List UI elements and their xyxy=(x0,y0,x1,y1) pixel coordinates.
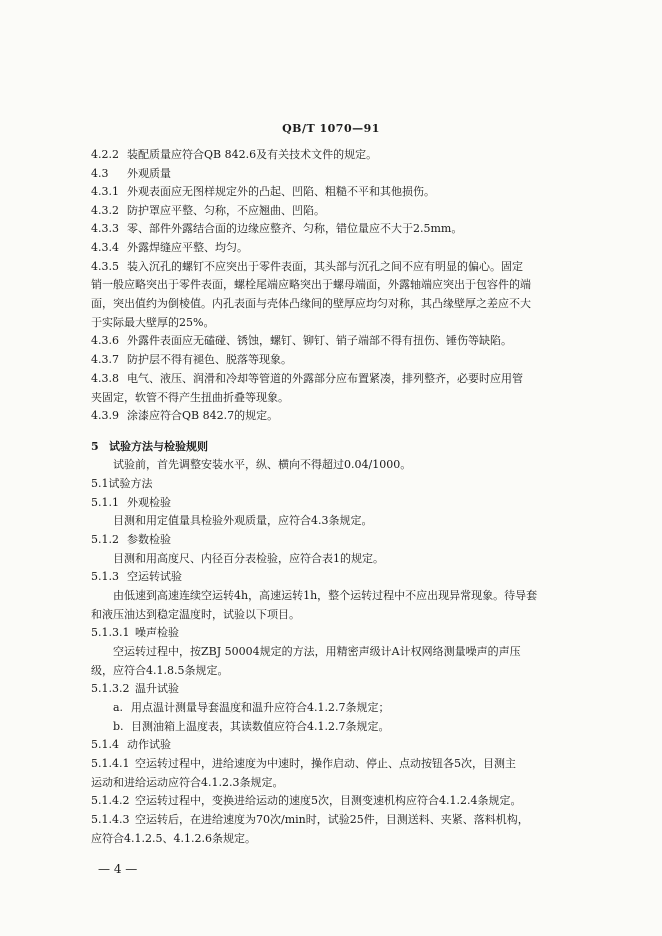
clause-text: 装入沉孔的螺钉不应突出于零件表面，其头部与沉孔之间不应有明显的偏心。固定 xyxy=(127,260,523,273)
clause-text: 噪声检验 xyxy=(135,626,179,639)
clause-text: 5.1试验方法 xyxy=(91,477,153,490)
section-5-heading xyxy=(91,440,570,454)
clause-number: 5.1.3 xyxy=(91,570,119,583)
list-marker: b. xyxy=(113,720,124,733)
clause-4-2-2 xyxy=(91,148,570,162)
clause-5-1-3-1 xyxy=(91,626,570,640)
clause-number: 5.1.4.3 xyxy=(91,813,130,826)
clause-continuation xyxy=(91,316,570,330)
clause-4-3-4 xyxy=(91,241,570,255)
clause-text: 空运转试验 xyxy=(127,570,182,583)
clause-5-1 xyxy=(91,477,570,491)
clause-text: 面，突出值约为倒棱值。内孔表面与壳体凸缘间的壁厚应均匀对称，其凸缘壁厚之差应不大 xyxy=(91,297,531,310)
clause-4-3-8 xyxy=(91,372,570,386)
clause-continuation xyxy=(91,664,570,678)
clause-4-3-7 xyxy=(91,353,570,367)
paragraph-text: 空运转过程中，按ZBJ 50004规定的方法，用精密声级计A计权网络测量噪声的声压 xyxy=(113,645,521,658)
clause-text: 应符合4.1.2.5、4.1.2.6条规定。 xyxy=(91,832,256,845)
clause-number: 4.3.9 xyxy=(91,409,119,422)
clause-continuation xyxy=(91,776,570,790)
clause-number: 5.1.4.1 xyxy=(91,757,130,770)
clause-5-1-2 xyxy=(91,533,570,547)
paragraph-text: 目测和用高度尺、内径百分表检验，应符合表1的规定。 xyxy=(113,552,384,565)
paragraph xyxy=(91,514,570,528)
clause-continuation xyxy=(91,297,570,311)
list-marker: a. xyxy=(113,701,124,714)
clause-5-1-1 xyxy=(91,496,570,510)
clause-text: 动作试验 xyxy=(127,738,171,751)
clause-5-1-4-1 xyxy=(91,757,570,771)
clause-5-1-4-2 xyxy=(91,794,570,808)
clause-number: 4.2.2 xyxy=(91,148,119,161)
clause-4-3 xyxy=(91,167,570,181)
clause-continuation xyxy=(91,608,570,622)
clause-5-1-3 xyxy=(91,570,570,584)
clause-text: 防护层不得有褪色、脱落等现象。 xyxy=(127,353,292,366)
clause-continuation xyxy=(91,278,570,292)
paragraph-text: 目测和用定值量具检验外观质量，应符合4.3条规定。 xyxy=(113,514,373,527)
clause-text: 外露件表面应无磕碰、锈蚀，螺钉、铆钉、销子端部不得有扭伤、锤伤等缺陷。 xyxy=(127,334,512,347)
clause-continuation xyxy=(91,391,570,405)
clause-number: 4.3.5 xyxy=(91,260,119,273)
clause-text: 外观表面应无图样规定外的凸起、凹陷、粗糙不平和其他损伤。 xyxy=(127,185,435,198)
clause-number: 5.1.3.1 xyxy=(91,626,130,639)
paragraph-text: 试验前，首先调整安装水平，纵、横向不得超过0.04/1000。 xyxy=(113,458,412,471)
section-title: 试验方法与检验规则 xyxy=(109,440,208,453)
clause-number: 4.3.2 xyxy=(91,204,119,217)
clause-text: 电气、液压、润滑和冷却等管道的外露部分应布置紧凑，排列整齐，必要时应用管 xyxy=(127,372,523,385)
clause-text: 参数检验 xyxy=(127,533,171,546)
page-header: QB/T 1070—91 xyxy=(282,122,380,135)
clause-4-3-5 xyxy=(91,260,570,274)
clause-text: 防护罩应平整、匀称，不应翘曲、凹陷。 xyxy=(127,204,325,217)
paragraph xyxy=(91,552,570,566)
clause-5-1-4 xyxy=(91,738,570,752)
clause-text: 夹固定，软管不得产生扭曲折叠等现象。 xyxy=(91,391,289,404)
clause-text: 和液压油达到稳定温度时，试验以下项目。 xyxy=(91,608,300,621)
paragraph-text: 由低速到高速连续空运转4h，高速运转1h，整个运转过程中不应出现异常现象。待导套 xyxy=(113,589,538,602)
list-item-text: 用点温计测量导套温度和温升应符合4.1.2.7条规定； xyxy=(131,701,390,714)
list-item-b xyxy=(91,720,570,734)
clause-4-3-9 xyxy=(91,409,570,423)
clause-text: 温升试验 xyxy=(135,682,179,695)
clause-4-3-2 xyxy=(91,204,570,218)
paragraph xyxy=(91,458,570,472)
clause-number: 4.3.4 xyxy=(91,241,119,254)
clause-text: 涂漆应符合QB 842.7的规定。 xyxy=(127,409,279,422)
page-number: — 4 — xyxy=(98,862,138,876)
clause-text: 于实际最大壁厚的25%。 xyxy=(91,316,215,329)
clause-5-1-3-2 xyxy=(91,682,570,696)
clause-4-3-6 xyxy=(91,334,570,348)
clause-text: 运动和进给运动应符合4.1.2.3条规定。 xyxy=(91,776,284,789)
clause-text: 级，应符合4.1.8.5条规定。 xyxy=(91,664,229,677)
clause-number: 4.3.3 xyxy=(91,222,119,235)
paragraph xyxy=(91,589,570,603)
clause-text: 外观质量 xyxy=(127,167,171,180)
clause-number: 4.3.7 xyxy=(91,353,119,366)
section-number: 5 xyxy=(91,440,99,453)
clause-number: 4.3.1 xyxy=(91,185,119,198)
clause-4-3-1 xyxy=(91,185,570,199)
clause-text: 销一般应略突出于零件表面，螺栓尾端应略突出于螺母端面，外露轴端应突出于包容件的端 xyxy=(91,278,531,291)
clause-number: 4.3 xyxy=(91,167,109,180)
clause-text: 空运转后，在进给速度为70次/min时，试验25件，目测送料、夹紧、落料机构， xyxy=(135,813,529,826)
clause-text: 空运转过程中，变换进给运动的速度5次，目测变速机构应符合4.1.2.4条规定。 xyxy=(135,794,522,807)
clause-4-3-3 xyxy=(91,222,570,236)
clause-number: 5.1.3.2 xyxy=(91,682,130,695)
paragraph xyxy=(91,645,570,659)
clause-number: 5.1.2 xyxy=(91,533,119,546)
clause-text: 外观检验 xyxy=(127,496,171,509)
list-item-a xyxy=(91,701,570,715)
clause-continuation xyxy=(91,832,570,846)
clause-number: 5.1.4.2 xyxy=(91,794,130,807)
clause-text: 零、部件外露结合面的边缘应整齐、匀称，错位量应不大于2.5mm。 xyxy=(127,222,463,235)
clause-number: 4.3.8 xyxy=(91,372,119,385)
clause-5-1-4-3 xyxy=(91,813,570,827)
list-item-text: 目测油箱上温度表，其读数值应符合4.1.2.7条规定。 xyxy=(131,720,390,733)
clause-text: 装配质量应符合QB 842.6及有关技术文件的规定。 xyxy=(127,148,378,161)
clause-text: 空运转过程中，进给速度为中速时，操作启动、停止、点动按钮各5次，目测主 xyxy=(135,757,516,770)
clause-number: 4.3.6 xyxy=(91,334,119,347)
clause-number: 5.1.1 xyxy=(91,496,119,509)
clause-text: 外露焊缝应平整、均匀。 xyxy=(127,241,248,254)
clause-number: 5.1.4 xyxy=(91,738,119,751)
